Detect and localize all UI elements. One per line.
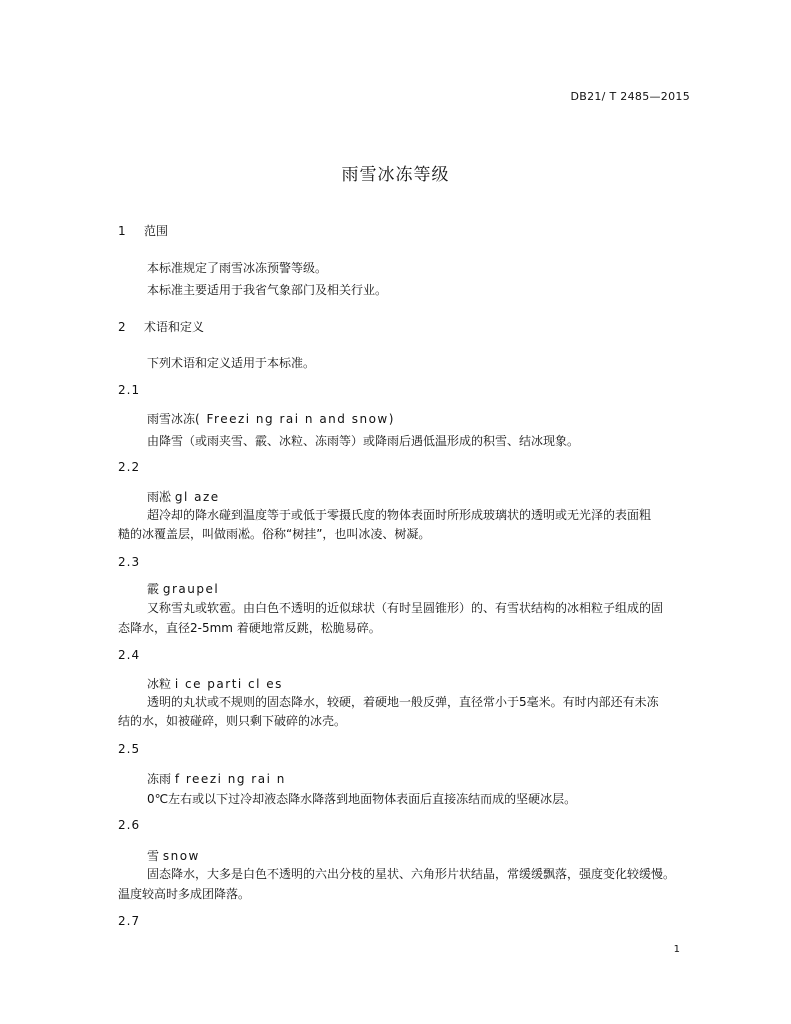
- entry-number: 2.2: [118, 460, 141, 474]
- entry-definition: 态降水，直径2-5mm 着硬地常反跳，松脆易碎。: [118, 621, 381, 635]
- terms-intro: 下列术语和定义适用于本标准。: [147, 356, 316, 370]
- entry-definition: 温度较高时多成团降落。: [118, 887, 251, 901]
- term-en: f reezi ng rai n: [174, 772, 286, 786]
- term-en: ( Freezi ng rai n and snow): [195, 412, 395, 426]
- section-heading-terms: [118, 318, 204, 335]
- entry-number: 2.3: [118, 555, 141, 569]
- section-title: 范围: [144, 224, 169, 238]
- term-cn: 冰粒: [147, 677, 172, 691]
- entry-number: 2.7: [118, 914, 141, 928]
- scope-line: 本标准规定了雨雪冰冻预警等级。: [147, 261, 328, 275]
- entry-definition: 0℃左右或以下过冷却液态降水降落到地面物体表面后直接冻结而成的坚硬冰层。: [147, 792, 577, 806]
- entry-definition: 糙的冰覆盖层，叫做雨凇。俗称“树挂”，也叫冰凌、树凝。: [118, 527, 431, 541]
- term-en: graupel: [162, 582, 220, 596]
- entry-number: 2.6: [118, 818, 141, 832]
- page-number: 1: [673, 944, 680, 955]
- entry-definition: 由降雪（或雨夹雪、霰、冰粒、冻雨等）或降雨后遇低温形成的积雪、结冰现象。: [147, 434, 580, 448]
- term-en: gl aze: [174, 490, 220, 504]
- entry-term: [147, 410, 395, 427]
- entry-term: [147, 675, 283, 692]
- entry-number: 2.4: [118, 648, 141, 662]
- entry-term: [147, 488, 220, 505]
- term-en: i ce parti cl es: [174, 677, 283, 691]
- entry-number: 2.5: [118, 742, 141, 756]
- term-en: snow: [162, 849, 200, 863]
- entry-definition: 又称雪丸或软雹。由白色不透明的近似球状（有时呈圆锥形）的、有雪状结构的冰相粒子组成的固: [147, 601, 664, 615]
- term-cn: 雨雪冰冻: [147, 412, 196, 426]
- entry-definition: 固态降水，大多是白色不透明的六出分枝的星状、六角形片状结晶，常缓缓飘落，强度变化较缓慢。: [147, 867, 676, 881]
- term-cn: 冻雨: [147, 772, 172, 786]
- section-title: 术语和定义: [144, 320, 205, 334]
- term-cn: 雨凇: [147, 490, 172, 504]
- entry-definition: 超冷却的降水碰到温度等于或低于零摄氏度的物体表面时所形成玻璃状的透明或无光泽的表面粗: [147, 508, 652, 522]
- entry-term: [147, 770, 286, 787]
- entry-term: [147, 847, 200, 864]
- entry-number: 2.1: [118, 383, 141, 397]
- entry-term: [147, 580, 219, 597]
- entry-definition: 透明的丸状或不规则的固态降水，较硬，着硬地一般反弹，直径常小于5毫米。有时内部还有未冻: [147, 695, 659, 709]
- scope-line: 本标准主要适用于我省气象部门及相关行业。: [147, 283, 388, 297]
- document-title: 雨雪冰冻等级: [341, 165, 450, 185]
- standard-code: DB21/ T 2485—2015: [570, 90, 690, 103]
- term-cn: 雪: [147, 849, 160, 863]
- section-number: 2: [118, 320, 126, 334]
- term-cn: 霰: [147, 582, 160, 596]
- section-number: 1: [118, 224, 126, 238]
- section-heading-scope: [118, 222, 168, 239]
- entry-definition: 结的水，如被碰碎，则只剩下破碎的冰壳。: [118, 714, 347, 728]
